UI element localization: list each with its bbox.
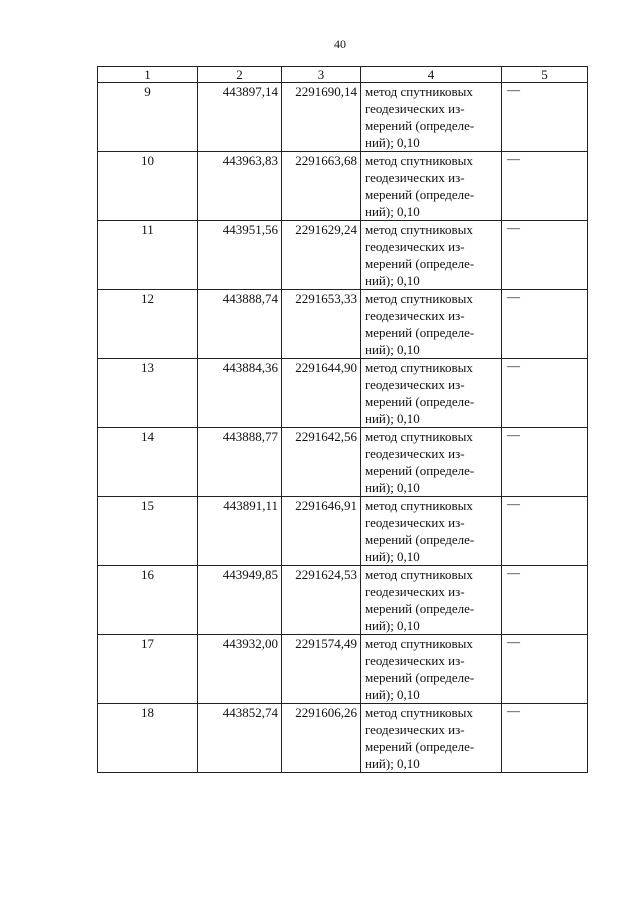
method-text-line: ний); 0,10 (365, 549, 420, 564)
table-row (98, 635, 588, 704)
column-header: 4 (361, 67, 502, 83)
method-text-line: геодезических из- (365, 377, 465, 392)
method-cell (361, 635, 502, 704)
method-text-line: метод спутниковых (365, 84, 473, 99)
note-cell: — (502, 221, 588, 290)
method-text-line: ний); 0,10 (365, 480, 420, 495)
method-text-line: геодезических из- (365, 101, 465, 116)
note-cell: — (502, 290, 588, 359)
method-cell (361, 290, 502, 359)
table-row (98, 359, 588, 428)
note-cell: — (502, 428, 588, 497)
method-text-line: геодезических из- (365, 584, 465, 599)
y-coordinate-cell: 2291606,26 (282, 704, 361, 773)
method-cell (361, 704, 502, 773)
x-coordinate-cell: 443888,77 (198, 428, 282, 497)
note-cell: — (502, 704, 588, 773)
method-text-line: метод спутниковых (365, 153, 473, 168)
column-header: 3 (282, 67, 361, 83)
table-row (98, 428, 588, 497)
method-text-line: метод спутниковых (365, 222, 473, 237)
table-row (98, 566, 588, 635)
point-number-cell: 13 (98, 359, 198, 428)
method-cell (361, 359, 502, 428)
y-coordinate-cell: 2291653,33 (282, 290, 361, 359)
method-text-line: ний); 0,10 (365, 411, 420, 426)
method-cell (361, 566, 502, 635)
method-text-line: мерений (определе- (365, 601, 475, 616)
y-coordinate-cell: 2291646,91 (282, 497, 361, 566)
x-coordinate-cell: 443951,56 (198, 221, 282, 290)
column-header: 2 (198, 67, 282, 83)
point-number-cell: 12 (98, 290, 198, 359)
table-row (98, 497, 588, 566)
method-text-line: мерений (определе- (365, 187, 475, 202)
method-text-line: геодезических из- (365, 653, 465, 668)
y-coordinate-cell: 2291642,56 (282, 428, 361, 497)
method-text-line: ний); 0,10 (365, 204, 420, 219)
x-coordinate-cell: 443884,36 (198, 359, 282, 428)
y-coordinate-cell: 2291663,68 (282, 152, 361, 221)
method-text-line: геодезических из- (365, 722, 465, 737)
method-text-line: ний); 0,10 (365, 618, 420, 633)
point-number-cell: 16 (98, 566, 198, 635)
method-text-line: мерений (определе- (365, 463, 475, 478)
method-cell (361, 152, 502, 221)
x-coordinate-cell: 443897,14 (198, 83, 282, 152)
y-coordinate-cell: 2291690,14 (282, 83, 361, 152)
note-cell: — (502, 497, 588, 566)
method-text-line: ний); 0,10 (365, 756, 420, 771)
method-text-line: мерений (определе- (365, 670, 475, 685)
method-text-line: метод спутниковых (365, 429, 473, 444)
method-text-line: метод спутниковых (365, 291, 473, 306)
method-text-line: геодезических из- (365, 308, 465, 323)
point-number-cell: 10 (98, 152, 198, 221)
y-coordinate-cell: 2291629,24 (282, 221, 361, 290)
note-cell: — (502, 83, 588, 152)
x-coordinate-cell: 443963,83 (198, 152, 282, 221)
method-text-line: метод спутниковых (365, 360, 473, 375)
y-coordinate-cell: 2291624,53 (282, 566, 361, 635)
point-number-cell: 18 (98, 704, 198, 773)
method-text-line: мерений (определе- (365, 394, 475, 409)
method-cell (361, 428, 502, 497)
method-text-line: метод спутниковых (365, 567, 473, 582)
x-coordinate-cell: 443891,11 (198, 497, 282, 566)
point-number-cell: 17 (98, 635, 198, 704)
method-cell (361, 497, 502, 566)
table-row (98, 704, 588, 773)
table-row (98, 83, 588, 152)
x-coordinate-cell: 443949,85 (198, 566, 282, 635)
column-header: 5 (502, 67, 588, 83)
y-coordinate-cell: 2291574,49 (282, 635, 361, 704)
method-text-line: мерений (определе- (365, 118, 475, 133)
point-number-cell: 14 (98, 428, 198, 497)
method-text-line: геодезических из- (365, 170, 465, 185)
page-number: 40 (334, 37, 346, 51)
table-row (98, 152, 588, 221)
method-text-line: ний); 0,10 (365, 273, 420, 288)
table-row (98, 290, 588, 359)
method-text-line: метод спутниковых (365, 705, 473, 720)
method-text-line: мерений (определе- (365, 532, 475, 547)
method-text-line: метод спутниковых (365, 636, 473, 651)
note-cell: — (502, 566, 588, 635)
note-cell: — (502, 152, 588, 221)
x-coordinate-cell: 443932,00 (198, 635, 282, 704)
method-text-line: геодезических из- (365, 239, 465, 254)
x-coordinate-cell: 443852,74 (198, 704, 282, 773)
method-text-line: ний); 0,10 (365, 342, 420, 357)
point-number-cell: 9 (98, 83, 198, 152)
method-text-line: мерений (определе- (365, 256, 475, 271)
point-number-cell: 15 (98, 497, 198, 566)
point-number-cell: 11 (98, 221, 198, 290)
method-text-line: мерений (определе- (365, 325, 475, 340)
method-text-line: ний); 0,10 (365, 135, 420, 150)
note-cell: — (502, 359, 588, 428)
table-row (98, 221, 588, 290)
method-text-line: ний); 0,10 (365, 687, 420, 702)
method-cell (361, 83, 502, 152)
method-text-line: метод спутниковых (365, 498, 473, 513)
method-text-line: мерений (определе- (365, 739, 475, 754)
note-cell: — (502, 635, 588, 704)
y-coordinate-cell: 2291644,90 (282, 359, 361, 428)
method-text-line: геодезических из- (365, 446, 465, 461)
method-cell (361, 221, 502, 290)
column-header: 1 (98, 67, 198, 83)
method-text-line: геодезических из- (365, 515, 465, 530)
table-header-row (98, 67, 588, 83)
x-coordinate-cell: 443888,74 (198, 290, 282, 359)
coordinates-table (97, 66, 588, 773)
